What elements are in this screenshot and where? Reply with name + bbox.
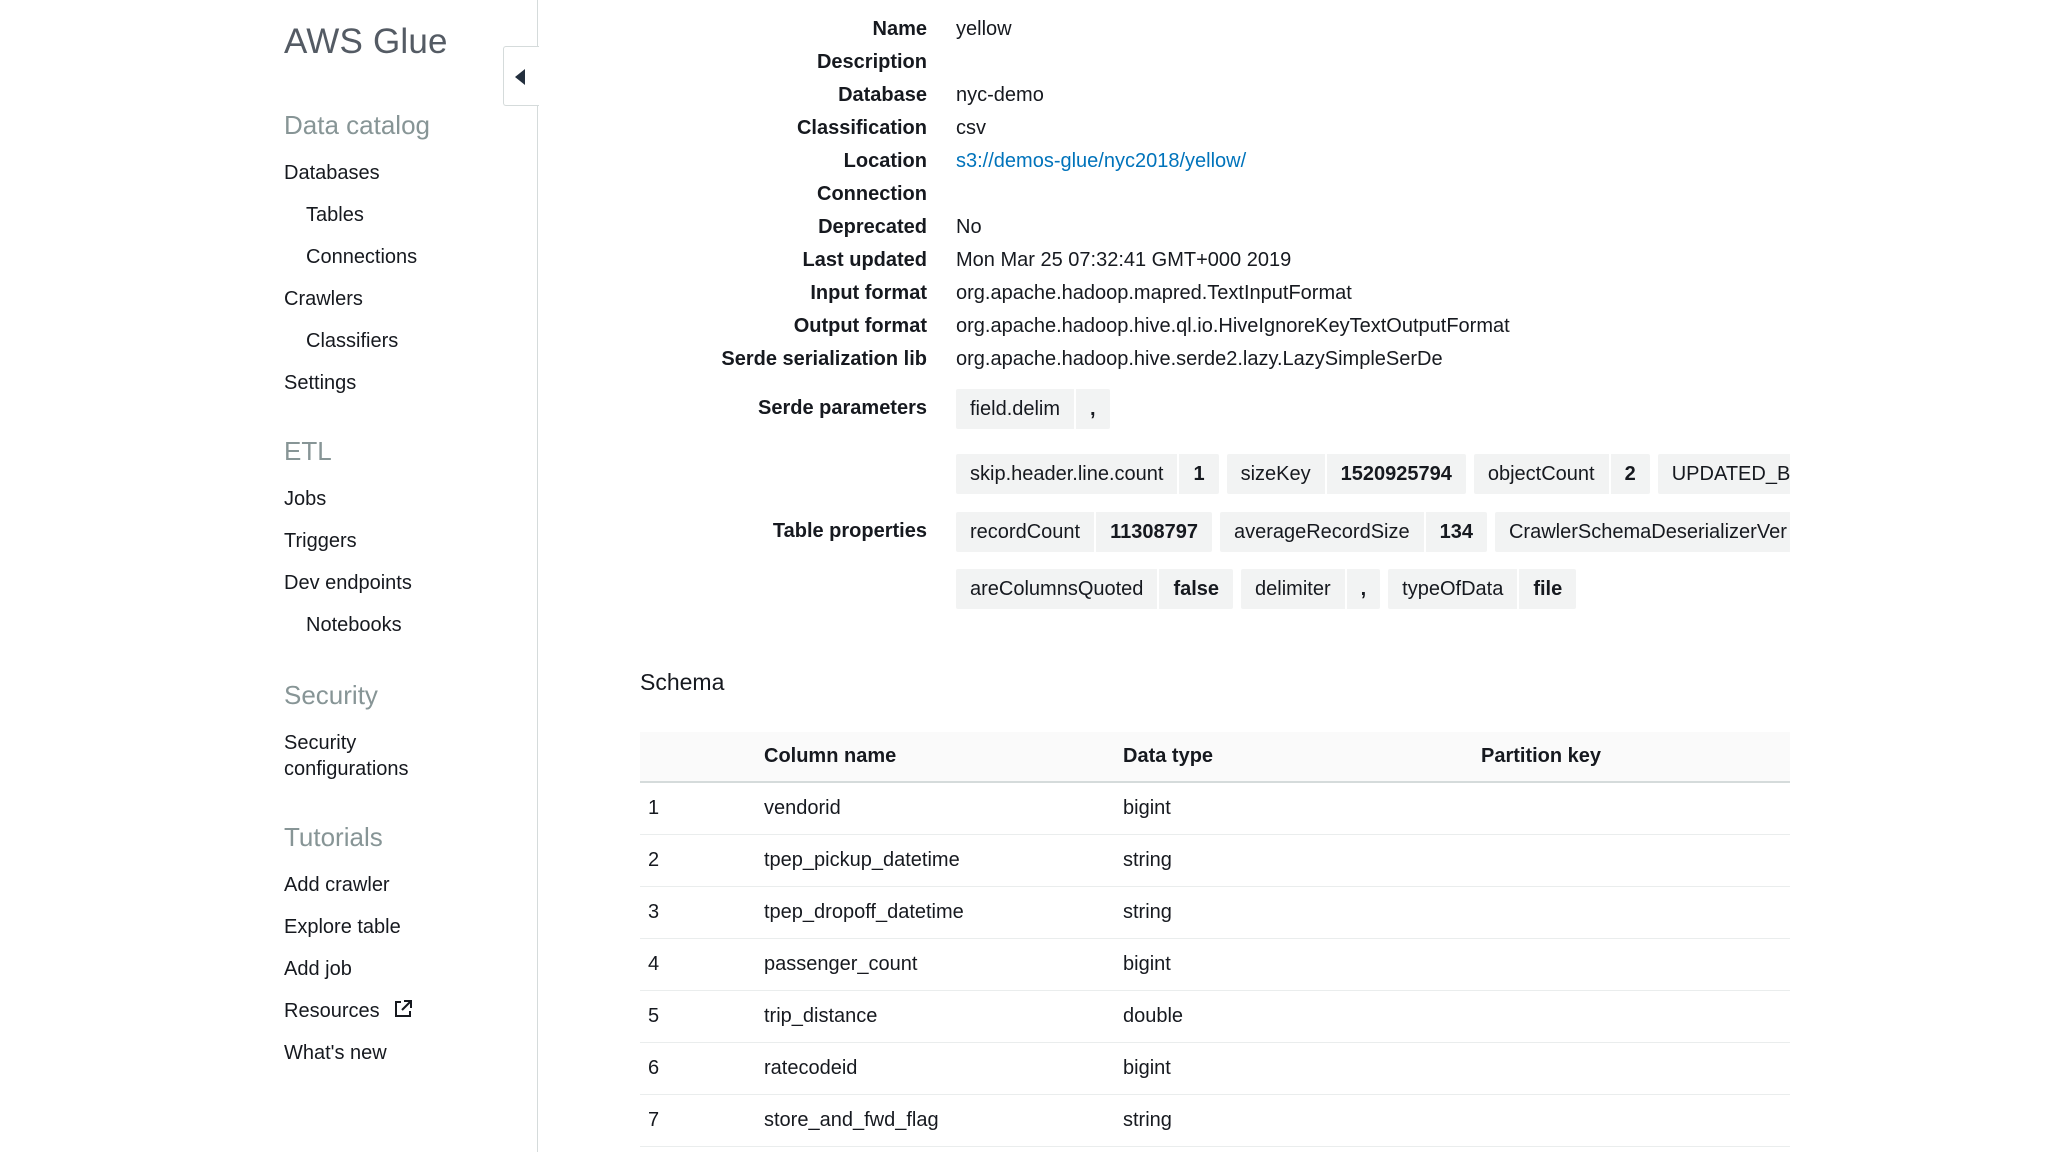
- sidebar-item-tables[interactable]: Tables: [306, 204, 364, 226]
- serde-lib-label: Serde serialization lib: [721, 348, 927, 370]
- kv-pair: [956, 512, 1212, 552]
- partition-key-cell: [1481, 1042, 1790, 1094]
- kv-key: areColumnsQuoted: [956, 569, 1159, 609]
- caret-left-icon: [515, 69, 525, 85]
- column-name-header[interactable]: Column name: [764, 745, 897, 767]
- collapse-sidebar-button[interactable]: [503, 46, 539, 106]
- sidebar-item-databases[interactable]: Databases: [284, 162, 380, 184]
- data-type-cell: string: [1123, 834, 1481, 886]
- database-value: nyc-demo: [956, 84, 1044, 106]
- data-type-cell: string: [1123, 886, 1481, 938]
- partition-key-cell: [1481, 782, 1790, 834]
- column-name-cell: store_and_fwd_flag: [764, 1094, 1123, 1146]
- classification-value: csv: [956, 117, 986, 139]
- name-value: yellow: [956, 18, 1012, 40]
- data-type-cell: string: [1123, 1094, 1481, 1146]
- column-name-cell: vendorid: [764, 782, 1123, 834]
- input-format-value: org.apache.hadoop.mapred.TextInputFormat: [956, 282, 1352, 304]
- kv-value: 134: [1439, 521, 1473, 543]
- kv-key: typeOfData: [1388, 569, 1519, 609]
- sidebar-item-explore-table[interactable]: Explore table: [284, 916, 401, 938]
- partition-key-cell: [1481, 990, 1790, 1042]
- kv-key: delimiter: [1241, 569, 1347, 609]
- schema-table: [640, 732, 1790, 1147]
- connection-label: Connection: [817, 183, 927, 205]
- kv-key: recordCount: [956, 512, 1096, 552]
- sidebar-item-security-configurations[interactable]: [284, 730, 409, 782]
- column-name-cell: tpep_dropoff_datetime: [764, 886, 1123, 938]
- sidebar-item-crawlers[interactable]: Crawlers: [284, 288, 363, 310]
- sidebar-item-whats-new[interactable]: What's new: [284, 1042, 387, 1064]
- table-header-row: [640, 732, 1790, 782]
- row-index: 7: [640, 1094, 764, 1146]
- section-data-catalog: Data catalog: [284, 110, 430, 140]
- sidebar-item-label: Resources: [284, 1000, 380, 1022]
- table-properties-row-3: [956, 569, 1790, 609]
- kv-pair: [1495, 512, 1790, 552]
- sidebar-item-classifiers[interactable]: Classifiers: [306, 330, 399, 352]
- kv-pair: [956, 454, 1219, 494]
- kv-value: 2: [1624, 463, 1636, 485]
- sidebar-item-resources[interactable]: [284, 998, 413, 1026]
- sidebar-item-label: configurations: [284, 758, 409, 780]
- column-name-cell: trip_distance: [764, 990, 1123, 1042]
- row-index: 2: [640, 834, 764, 886]
- input-format-label: Input format: [810, 282, 927, 304]
- output-format-label: Output format: [793, 315, 927, 337]
- deprecated-value: No: [956, 216, 982, 238]
- row-index: 1: [640, 782, 764, 834]
- kv-pair: [1474, 454, 1650, 494]
- kv-value: ,: [1360, 578, 1367, 600]
- table-row: [640, 938, 1790, 990]
- row-index: 4: [640, 938, 764, 990]
- partition-key-cell: [1481, 886, 1790, 938]
- kv-value: 1520925794: [1340, 463, 1452, 485]
- location-label: Location: [843, 150, 927, 172]
- table-row: [640, 1094, 1790, 1146]
- last-updated-label: Last updated: [802, 249, 927, 271]
- sidebar-item-jobs[interactable]: Jobs: [284, 488, 327, 510]
- kv-pair: [1388, 569, 1576, 609]
- column-name-cell: ratecodeid: [764, 1042, 1123, 1094]
- column-name-cell: tpep_pickup_datetime: [764, 834, 1123, 886]
- kv-key: UPDATED_B: [1671, 463, 1790, 485]
- index-header: [640, 732, 764, 782]
- database-label: Database: [838, 84, 927, 106]
- sidebar: [0, 0, 538, 1152]
- kv-pair: [956, 569, 1233, 609]
- output-format-value: org.apache.hadoop.hive.ql.io.HiveIgnoreKeyTextOutputFormat: [956, 315, 1510, 337]
- kv-key: skip.header.line.count: [956, 454, 1179, 494]
- serde-parameters: [956, 389, 1790, 429]
- section-tutorials: Tutorials: [284, 822, 383, 852]
- table-row: [640, 782, 1790, 834]
- data-type-header[interactable]: Data type: [1123, 745, 1214, 767]
- kv-value: file: [1533, 578, 1563, 600]
- data-type-cell: bigint: [1123, 1042, 1481, 1094]
- partition-key-cell: [1481, 938, 1790, 990]
- kv-pair: [956, 389, 1110, 429]
- sidebar-item-settings[interactable]: Settings: [284, 372, 357, 394]
- serde-lib-value: org.apache.hadoop.hive.serde2.lazy.LazySimpleSerDe: [956, 348, 1443, 370]
- kv-key: objectCount: [1474, 454, 1611, 494]
- kv-value: 1: [1193, 463, 1205, 485]
- serde-parameters-label: Serde parameters: [758, 397, 927, 419]
- kv-pair: [1658, 454, 1790, 494]
- kv-pair: [1220, 512, 1487, 552]
- sidebar-item-add-crawler[interactable]: Add crawler: [284, 874, 390, 896]
- description-label: Description: [816, 51, 927, 73]
- table-row: [640, 1042, 1790, 1094]
- table-properties-label: Table properties: [772, 520, 927, 542]
- row-index: 5: [640, 990, 764, 1042]
- section-etl: ETL: [284, 436, 332, 466]
- schema-title: Schema: [640, 669, 725, 695]
- row-index: 3: [640, 886, 764, 938]
- sidebar-item-add-job[interactable]: Add job: [284, 958, 352, 980]
- sidebar-item-triggers[interactable]: Triggers: [284, 530, 357, 552]
- table-row: [640, 886, 1790, 938]
- kv-key: averageRecordSize: [1220, 512, 1426, 552]
- column-name-cell: passenger_count: [764, 938, 1123, 990]
- name-label: Name: [872, 18, 927, 40]
- kv-pair: [1241, 569, 1380, 609]
- data-type-cell: bigint: [1123, 782, 1481, 834]
- table-properties-row-1: [956, 454, 1790, 494]
- kv-key: CrawlerSchemaDeserializerVer: [1508, 521, 1787, 543]
- deprecated-label: Deprecated: [818, 216, 927, 238]
- sidebar-item-label: Security: [284, 732, 357, 754]
- brand-title[interactable]: AWS Glue: [284, 22, 448, 61]
- partition-key-cell: [1481, 1094, 1790, 1146]
- sidebar-item-dev-endpoints[interactable]: Dev endpoints: [284, 572, 412, 594]
- kv-value: false: [1173, 578, 1220, 600]
- kv-value: ,: [1090, 398, 1096, 420]
- kv-pair: [1227, 454, 1466, 494]
- table-row: [640, 834, 1790, 886]
- last-updated-value: Mon Mar 25 07:32:41 GMT+000 2019: [956, 249, 1292, 271]
- external-link-icon: [393, 999, 413, 1026]
- sidebar-item-connections[interactable]: Connections: [306, 246, 418, 268]
- data-type-cell: bigint: [1123, 938, 1481, 990]
- section-security: Security: [284, 680, 378, 710]
- kv-key: field.delim: [956, 389, 1076, 429]
- kv-key: sizeKey: [1227, 454, 1327, 494]
- table-properties-row-2: [956, 512, 1790, 552]
- table-row: [640, 990, 1790, 1042]
- partition-key-header[interactable]: Partition key: [1481, 745, 1602, 767]
- kv-value: 11308797: [1110, 521, 1198, 543]
- sidebar-item-notebooks[interactable]: Notebooks: [306, 614, 402, 636]
- location-link[interactable]: s3://demos-glue/nyc2018/yellow/: [956, 150, 1247, 172]
- partition-key-cell: [1481, 834, 1790, 886]
- row-index: 6: [640, 1042, 764, 1094]
- classification-label: Classification: [796, 117, 927, 139]
- data-type-cell: double: [1123, 990, 1481, 1042]
